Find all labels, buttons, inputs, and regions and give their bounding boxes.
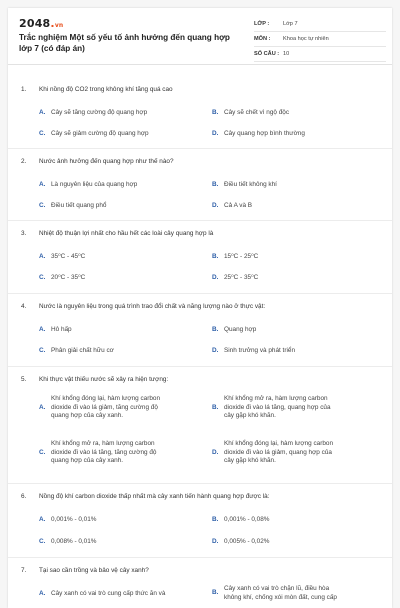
divider [8, 148, 392, 149]
question-text: Tại sao cần trồng và bảo vệ cây xanh? [39, 567, 149, 574]
option-letter: C. [39, 448, 46, 456]
divider [8, 483, 392, 484]
question-number: 1. [21, 86, 27, 93]
meta-key: SỐ CÂU : [254, 51, 280, 57]
option-letter: A. [39, 109, 46, 116]
question-stem [21, 229, 381, 238]
option-text: Khí khổng đóng lại, hàm lượng carbon dioxide đi vào lá giảm, tăng cường độ quang hợp của cây xanh. [51, 395, 161, 420]
option-b[interactable] [212, 181, 382, 190]
option-text: 25⁰C - 35⁰C [224, 274, 259, 281]
option-c[interactable] [39, 202, 209, 211]
option-text: 20⁰C - 35⁰C [51, 274, 86, 281]
logo-number: 2048 [19, 17, 51, 30]
option-letter: C. [39, 130, 46, 137]
option-text: Điều tiết không khí [224, 181, 277, 188]
option-d[interactable] [212, 538, 382, 547]
option-a[interactable] [39, 395, 209, 421]
option-letter: A. [39, 326, 46, 333]
option-text: 35⁰C - 45⁰C [51, 253, 86, 260]
option-letter: B. [212, 326, 219, 333]
option-letter: B. [212, 516, 219, 523]
meta-key: LỚP : [254, 21, 270, 27]
meta-key: MÔN : [254, 36, 271, 42]
option-letter: B. [212, 109, 219, 116]
option-b[interactable] [212, 395, 382, 421]
site-logo[interactable] [19, 17, 63, 30]
option-b[interactable] [212, 326, 382, 335]
divider [8, 293, 392, 294]
meta-value: Khoa học tự nhiên [283, 36, 329, 42]
option-text: 15⁰C - 25⁰C [224, 253, 259, 260]
option-text: Điều tiết quang phổ [51, 202, 107, 209]
question-stem [21, 375, 381, 384]
option-letter: C. [39, 274, 46, 281]
option-text: Cây quang hợp bình thường [224, 130, 305, 137]
question-number: 2. [21, 158, 27, 165]
option-a[interactable] [39, 516, 209, 525]
question-text: Nước là nguyên liệu trong quá trình trao đổi chất và năng lượng nào ở thực vật: [39, 303, 266, 310]
option-a[interactable] [39, 109, 209, 118]
option-text: Hô hấp [51, 326, 72, 333]
question-text: Nồng độ khí carbon dioxide thấp nhất mà cây xanh tiến hành quang hợp được là: [39, 493, 270, 500]
question-text: Nước ảnh hưởng đến quang hợp như thế nào? [39, 158, 174, 165]
option-text: Sinh trưởng và phát triển [224, 347, 295, 354]
option-d[interactable] [212, 130, 382, 139]
option-text: Phân giải chất hữu cơ [51, 347, 114, 354]
option-letter: A. [39, 590, 46, 597]
option-c[interactable] [39, 274, 209, 283]
option-a[interactable] [39, 326, 209, 335]
option-text: 0,001% - 0,08% [224, 516, 270, 523]
question-number: 6. [21, 493, 27, 500]
option-b[interactable] [212, 109, 382, 118]
logo-dot: . [50, 17, 55, 30]
option-letter: D. [212, 274, 219, 281]
option-c[interactable] [39, 538, 209, 547]
meta-row-subject [254, 32, 386, 47]
option-letter: D. [212, 347, 219, 354]
option-text: Quang hợp [224, 326, 257, 333]
option-a[interactable] [39, 181, 209, 190]
option-a[interactable] [39, 253, 209, 262]
option-d[interactable] [212, 202, 382, 211]
option-letter: A. [39, 403, 46, 411]
question-stem [21, 85, 381, 94]
option-text: Khí khổng đóng lại, hàm lượng carbon dioxide đi vào lá giảm, quang hợp của cây gặp khó khăn. [224, 440, 334, 465]
question-text: Khi thực vật thiếu nước sẽ xảy ra hiện tượng: [39, 376, 169, 383]
option-text: Cây xanh có vai trò chặn lũ, điều hòa không khí, chống xói mòn đất, cung cấp [224, 585, 337, 601]
option-text: Khí khổng mở ra, hàm lượng carbon dioxide đi vào lá tăng, tăng cường độ quang hợp của cây xanh. [51, 440, 157, 465]
option-letter: C. [39, 202, 46, 209]
question-stem [21, 492, 381, 501]
meta-value: 10 [283, 51, 290, 57]
option-text: Cây sẽ tăng cường độ quang hợp [51, 109, 148, 116]
divider [8, 220, 392, 221]
document-page [8, 8, 392, 608]
option-text: Là nguyên liệu của quang hợp [51, 181, 138, 188]
option-a[interactable] [39, 590, 209, 599]
option-letter: A. [39, 253, 46, 260]
question-number: 4. [21, 303, 27, 310]
option-letter: D. [212, 202, 219, 209]
meta-value: Lớp 7 [283, 21, 298, 27]
question-text: Nhiệt độ thuận lợi nhất cho hầu hết các loài cây quang hợp là [39, 230, 214, 237]
question-number: 5. [21, 376, 27, 383]
option-letter: B. [212, 589, 219, 597]
option-letter: C. [39, 538, 46, 545]
option-c[interactable] [39, 347, 209, 356]
option-text: 0,001% - 0,01% [51, 516, 97, 523]
divider [8, 366, 392, 367]
option-text: 0,008% - 0,01% [51, 538, 97, 545]
option-text: Cây sẽ giảm cường độ quang hợp [51, 130, 149, 137]
option-letter: D. [212, 130, 219, 137]
meta-row-count [254, 47, 386, 62]
option-text: 0,005% - 0,02% [224, 538, 270, 545]
option-letter: C. [39, 347, 46, 354]
option-text: Khí khổng mở ra, hàm lượng carbon dioxide đi vào lá tăng, quang hợp của cây gặp khó khăn. [224, 395, 331, 420]
divider [8, 557, 392, 558]
option-text: Cả A và B [224, 202, 253, 209]
option-d[interactable] [212, 274, 382, 283]
question-stem [21, 566, 381, 575]
option-letter: D. [212, 538, 219, 545]
meta-table [254, 17, 386, 62]
option-letter: D. [212, 448, 219, 456]
question-stem [21, 302, 381, 311]
option-letter: A. [39, 181, 46, 188]
logo-domain: vn [54, 22, 64, 29]
page-title: Trắc nghiệm Một số yếu tố ảnh hưởng đến quang hợp lớp 7 (có đáp án) [19, 33, 230, 53]
document-header [8, 8, 392, 65]
question-number: 7. [21, 567, 27, 574]
question-stem [21, 157, 381, 166]
option-c[interactable] [39, 130, 209, 139]
meta-row-grade [254, 17, 386, 32]
option-c[interactable] [39, 440, 209, 466]
option-b[interactable] [212, 253, 382, 262]
option-letter: B. [212, 253, 219, 260]
option-b[interactable] [212, 516, 382, 525]
option-d[interactable] [212, 440, 382, 466]
question-text: Khi nồng độ CO2 trong không khí tăng quá cao [39, 86, 173, 93]
option-text: Cây sẽ chết vì ngộ độc [224, 109, 290, 116]
option-letter: B. [212, 403, 219, 411]
option-letter: A. [39, 516, 46, 523]
question-number: 3. [21, 230, 27, 237]
option-d[interactable] [212, 347, 382, 356]
option-letter: B. [212, 181, 219, 188]
option-text: Cây xanh có vai trò cung cấp thức ăn và [51, 590, 166, 597]
